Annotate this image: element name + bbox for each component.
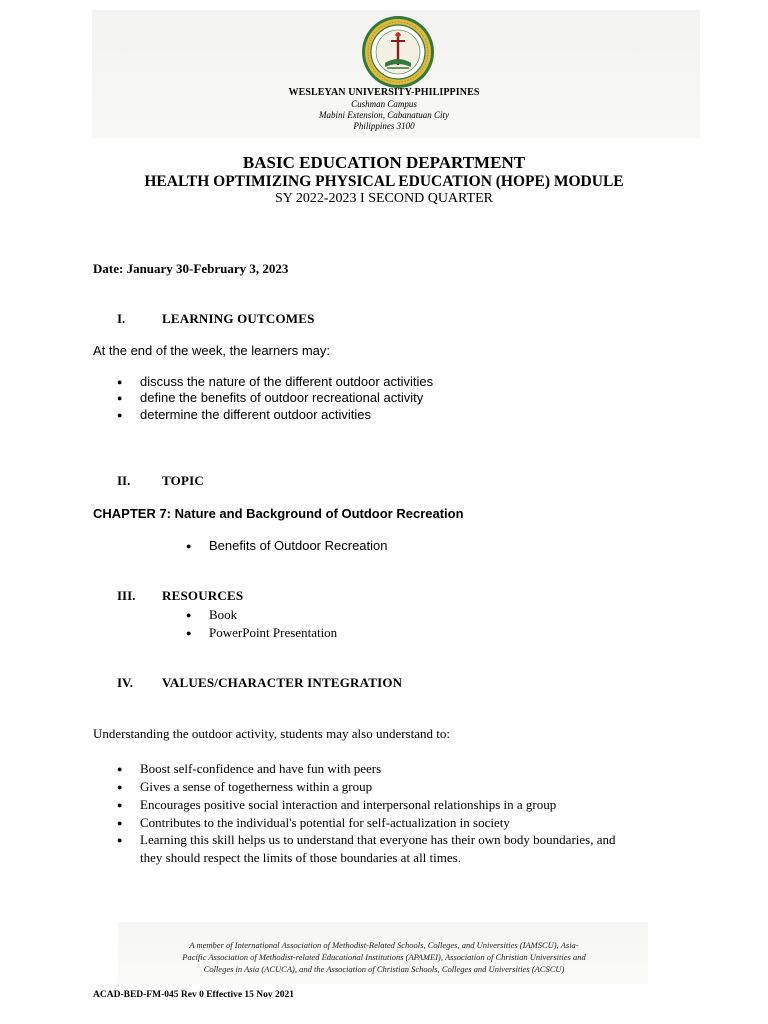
list-item: Boost self-confidence and have fun with peers — [140, 761, 382, 776]
section-4-number: IV. — [117, 675, 134, 690]
document-reference: ACAD-BED-FM-045 Rev 0 Effective 15 Nov 2021 — [93, 990, 295, 1000]
bullet-icon: ● — [186, 541, 192, 551]
bullet-icon: ● — [117, 764, 123, 774]
university-name: WESLEYAN UNIVERSITY-PHILIPPINES — [288, 87, 480, 98]
bullet-icon: ● — [117, 835, 123, 845]
membership-note — [140, 939, 628, 975]
section-3-title: RESOURCES — [162, 588, 244, 603]
chapter-heading: CHAPTER 7: Nature and Background of Outdoor Recreation — [93, 506, 464, 521]
list-item: Gives a sense of togetherness within a group — [140, 779, 373, 794]
list-item: discuss the nature of the different outdoor activities — [140, 374, 434, 389]
section-4-title: VALUES/CHARACTER INTEGRATION — [162, 675, 403, 690]
list-item: define the benefits of outdoor recreational activity — [140, 390, 424, 405]
campus-country: Philippines 3100 — [353, 121, 415, 131]
section-1-intro: At the end of the week, the learners may: — [93, 343, 331, 358]
section-3-number: III. — [117, 588, 136, 603]
bullet-icon: ● — [117, 782, 123, 792]
section-2-title: TOPIC — [162, 473, 204, 488]
bullet-icon: ● — [117, 818, 123, 828]
bullet-icon: ● — [117, 410, 123, 420]
section-1-number: I. — [117, 311, 126, 326]
list-item: Benefits of Outdoor Recreation — [209, 538, 388, 553]
membership-line: Pacific Association of Methodist-related Educational Institutions (APAMEI), Association of Christian Universities and — [182, 952, 586, 962]
university-seal-logo — [361, 15, 435, 89]
list-item: Book — [209, 607, 238, 622]
bullet-icon: ● — [117, 377, 123, 387]
section-4-intro: Understanding the outdoor activity, students may also understand to: — [93, 726, 450, 741]
list-item: Learning this skill helps us to understand that everyone has their own body boundaries, and — [140, 832, 616, 847]
campus-name: Cushman Campus — [351, 99, 417, 109]
department-title: BASIC EDUCATION DEPARTMENT — [242, 153, 526, 172]
section-1-title: LEARNING OUTCOMES — [162, 311, 315, 326]
list-item: determine the different outdoor activities — [140, 407, 372, 422]
campus-address: Mabini Extension, Cabanatuan City — [319, 110, 449, 120]
bullet-icon: ● — [186, 628, 192, 638]
list-item: Encourages positive social interaction and interpersonal relationships in a group — [140, 797, 557, 812]
membership-line: A member of International Association of Methodist-Related Schools, Colleges, and Universities (IAMSCU), Asia- — [189, 940, 579, 950]
bullet-icon: ● — [117, 800, 123, 810]
school-year: SY 2022-2023 I SECOND QUARTER — [275, 191, 493, 206]
list-item: Contributes to the individual's potential for self-actualization in society — [140, 815, 510, 830]
bullet-icon: ● — [117, 393, 123, 403]
date-line: Date: January 30-February 3, 2023 — [93, 261, 289, 276]
bullet-icon: ● — [186, 610, 192, 620]
module-title: HEALTH OPTIMIZING PHYSICAL EDUCATION (HOPE) MODULE — [144, 173, 624, 190]
list-item: PowerPoint Presentation — [209, 625, 338, 640]
membership-line: Colleges in Asia (ACUCA), and the Association of Christian Schools, Colleges and Universities (ACSCU) — [203, 964, 565, 974]
section-2-number: II. — [117, 473, 131, 488]
list-item-continuation: they should respect the limits of those boundaries at all times. — [140, 850, 461, 865]
